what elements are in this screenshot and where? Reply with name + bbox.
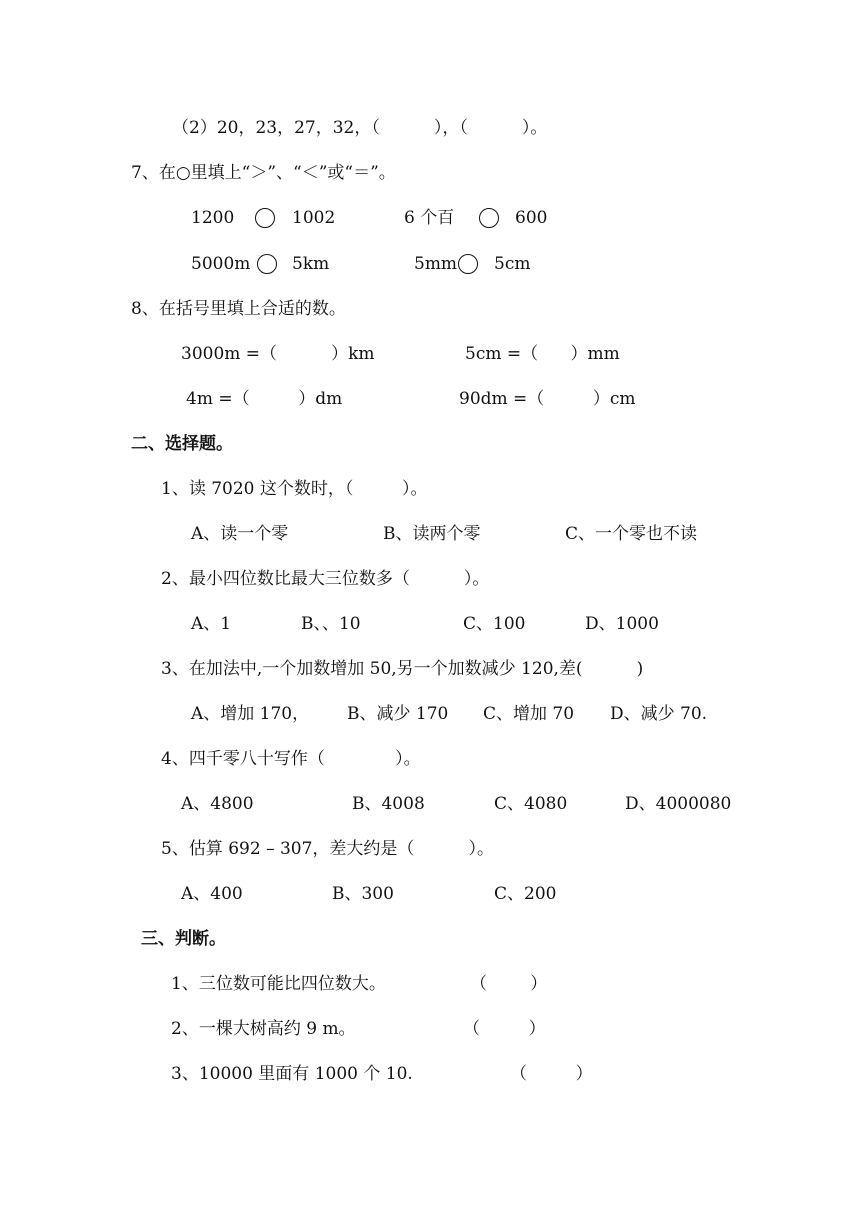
s3-q1-text: 1、三位数可能比四位数大。 <box>171 974 386 994</box>
compare-circle-1[interactable] <box>255 208 275 228</box>
q7-row2-b-left: 5mm <box>414 254 458 274</box>
q7-row1-a-left: 1200 <box>191 208 235 228</box>
q8-row1-a: 3000m =（ ）km <box>181 344 375 364</box>
section3-title: 三、判断。 <box>141 929 226 949</box>
s2-q2-option-c: C、100 <box>463 614 526 634</box>
s2-q3-option-a: A、增加 170， <box>191 704 310 724</box>
q7-row2-a-left: 5000m <box>191 254 251 274</box>
compare-circle-2[interactable] <box>479 208 499 228</box>
compare-circle-3[interactable] <box>257 254 277 274</box>
s2-q3-option-d: D、减少 70. <box>610 704 708 724</box>
s3-q3-text: 3、10000 里面有 1000 个 10. <box>171 1064 413 1084</box>
s2-q4-option-c: C、4080 <box>494 794 568 814</box>
q7-row2-b-right: 5cm <box>494 254 531 274</box>
q7-row1-a-right: 1002 <box>292 208 336 228</box>
s2-q2-option-b: B、、10 <box>301 614 361 634</box>
s2-q1-text: 1、读 7020 这个数时，（ ）。 <box>161 479 428 499</box>
q8-title: 8、在括号里填上合适的数。 <box>131 299 346 319</box>
s3-q3-blank[interactable]: （ ） <box>510 1064 593 1084</box>
s2-q1-option-c: C、一个零也不读 <box>565 524 698 544</box>
s2-q2-option-d: D、1000 <box>585 614 659 634</box>
s2-q3-option-c: C、增加 70 <box>483 704 575 724</box>
q7-title: 7、在○里填上“＞”、“＜”或“＝”。 <box>131 163 396 183</box>
q6-item-2: （2）20，23，27，32，（ ），（ ）。 <box>172 118 548 138</box>
s2-q3-option-b: B、减少 170 <box>347 704 449 724</box>
q7-row2-a-right: 5km <box>292 254 330 274</box>
q7-row1-b-left: 6 个百 <box>404 208 455 228</box>
s2-q4-option-b: B、4008 <box>352 794 425 814</box>
q8-row1-b: 5cm =（ ）mm <box>465 344 620 364</box>
s2-q4-text: 4、四千零八十写作（ ）。 <box>161 749 421 769</box>
s3-q1-blank[interactable]: （ ） <box>470 974 548 994</box>
q8-row2-b: 90dm =（ ）cm <box>459 389 636 409</box>
s2-q4-option-a: A、4800 <box>181 794 254 814</box>
s2-q3-text: 3、在加法中,一个加数增加 50,另一个加数减少 120,差( ) <box>161 659 644 679</box>
q8-row2-a: 4m =（ ）dm <box>186 389 343 409</box>
s3-q2-blank[interactable]: （ ） <box>463 1019 546 1039</box>
section2-title: 二、选择题。 <box>131 434 233 454</box>
s2-q2-option-a: A、1 <box>191 614 232 634</box>
s2-q1-option-b: B、读两个零 <box>383 524 481 544</box>
s2-q2-text: 2、最小四位数比最大三位数多（ ）。 <box>161 569 490 589</box>
s2-q5-option-c: C、200 <box>494 884 557 904</box>
q7-row1-b-right: 600 <box>515 208 548 228</box>
s2-q5-option-a: A、400 <box>181 884 243 904</box>
s2-q5-text: 5、估算 692 – 307，差大约是（ ）。 <box>161 839 494 859</box>
s2-q4-option-d: D、4000080 <box>625 794 732 814</box>
s2-q5-option-b: B、300 <box>332 884 394 904</box>
s2-q1-option-a: A、读一个零 <box>191 524 289 544</box>
s3-q2-text: 2、一棵大树高约 9 m。 <box>171 1019 356 1039</box>
compare-circle-4[interactable] <box>458 254 478 274</box>
